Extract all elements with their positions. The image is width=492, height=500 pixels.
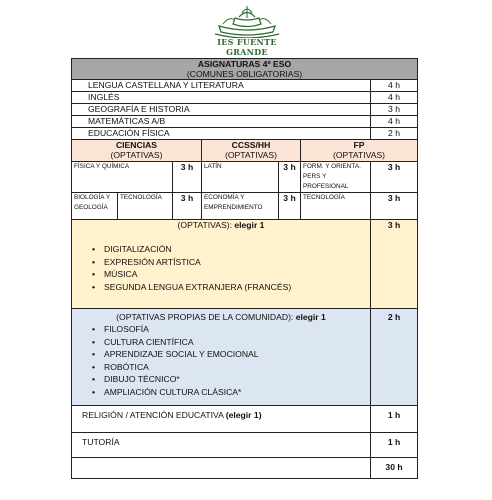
- optativas-list: [74, 243, 368, 293]
- fountain-logo-icon: [209, 4, 285, 38]
- subject-hours: 3 h: [371, 104, 418, 116]
- fp-hours: 3 h: [371, 193, 418, 220]
- propias-block: [72, 309, 418, 406]
- fp-hours: 3 h: [371, 162, 418, 193]
- table-row: [72, 128, 418, 140]
- table-title: ASIGNATURAS 4º ESO: [197, 59, 292, 69]
- track-fp-header: [301, 140, 418, 162]
- propias-title-text: (OPTATIVAS PROPIAS DE LA COMUNIDAD):: [116, 312, 296, 322]
- total-hours: 30 h: [371, 458, 418, 479]
- table-row: [72, 162, 418, 193]
- religion-label: RELIGIÓN / ATENCIÓN EDUCATIVA: [82, 410, 226, 420]
- optativas-choose: elegir 1: [234, 220, 265, 230]
- track-ciencias-header: [72, 140, 202, 162]
- subject-name: INGLÉS: [72, 92, 371, 104]
- list-item: • ROBÓTICA: [74, 361, 368, 374]
- total-row: [72, 458, 418, 479]
- ciencias-subject-2: TECNOLOGÍA: [118, 193, 173, 220]
- propias-title: [74, 312, 368, 323]
- subject-hours: 2 h: [371, 128, 418, 140]
- tutoria-hours: 1 h: [371, 433, 418, 458]
- religion-row: [72, 406, 418, 433]
- table-row: [72, 92, 418, 104]
- optativas-hours: 3 h: [371, 220, 418, 309]
- subject-hours: 4 h: [371, 116, 418, 128]
- ccss-hours: 3 h: [279, 162, 301, 193]
- table-subtitle: (COMUNES OBLIGATORIAS): [186, 69, 303, 79]
- track-sub: (OPTATIVAS): [333, 150, 386, 160]
- religion-hours: 1 h: [371, 406, 418, 433]
- subject-name: EDUCACIÓN FÍSICA: [72, 128, 371, 140]
- optativas-block: [72, 220, 418, 309]
- list-item: • AMPLIACIÓN CULTURA CLÁSICA*: [74, 386, 368, 399]
- ciencias-subject: BIOLOGÍA Y GEOLOGÍA: [72, 193, 118, 220]
- school-logo: [209, 4, 285, 57]
- fp-subject: TECNOLOGÍA: [301, 193, 371, 220]
- ciencias-hours: 3 h: [173, 162, 202, 193]
- logo-text: IES FUENTE GRANDE: [217, 37, 277, 57]
- list-item: • DIBUJO TÉCNICO*: [74, 373, 368, 386]
- ccss-subject: LATÍN: [202, 162, 279, 193]
- ccss-hours: 3 h: [279, 193, 301, 220]
- ccss-subject: ECONOMÍA Y EMPRENDIMIENTO: [202, 193, 279, 220]
- track-ccss-header: [202, 140, 301, 162]
- table-row: [72, 80, 418, 92]
- table-row: [72, 116, 418, 128]
- table-row: [72, 104, 418, 116]
- track-name: CIENCIAS: [115, 140, 158, 150]
- fp-subject: FORM. Y ORIENTA. PERS Y PROFESIONAL: [301, 162, 371, 193]
- list-item: • APRENDIZAJE SOCIAL Y EMOCIONAL: [74, 348, 368, 361]
- subject-name: LENGUA CASTELLANA Y LITERATURA: [72, 80, 371, 92]
- propias-hours: 2 h: [371, 309, 418, 406]
- subject-hours: 4 h: [371, 80, 418, 92]
- table-header: [72, 59, 418, 80]
- subject-name: MATEMÁTICAS A/B: [72, 116, 371, 128]
- ciencias-hours: 3 h: [173, 193, 202, 220]
- subjects-table: [71, 58, 418, 479]
- tutoria-row: [72, 433, 418, 458]
- list-item: • EXPRESIÓN ARTÍSTICA: [74, 256, 368, 269]
- list-item: • MÚSICA: [74, 268, 368, 281]
- optativas-title-text: (OPTATIVAS):: [177, 220, 235, 230]
- track-name: CCSS/HH: [231, 140, 271, 150]
- religion-choose: (elegir 1): [225, 410, 262, 420]
- optativas-title: [74, 220, 368, 231]
- propias-list: [74, 323, 368, 398]
- list-item: • CULTURA CIENTÍFICA: [74, 336, 368, 349]
- propias-choose: elegir 1: [295, 312, 326, 322]
- list-item: • FILOSOFÍA: [74, 323, 368, 336]
- list-item: • SEGUNDA LENGUA EXTRANJERA (FRANCÉS): [74, 281, 368, 294]
- track-headers: [72, 140, 418, 162]
- table-row: [72, 193, 418, 220]
- track-name: FP: [353, 140, 365, 150]
- ciencias-subject: FÍSICA Y QUÍMICA: [72, 162, 173, 193]
- track-sub: (OPTATIVAS): [110, 150, 163, 160]
- track-sub: (OPTATIVAS): [224, 150, 278, 160]
- subject-name: GEOGRAFÍA E HISTORIA: [72, 104, 371, 116]
- subject-hours: 4 h: [371, 92, 418, 104]
- tutoria-label: TUTORÍA: [72, 433, 371, 458]
- list-item: • DIGITALIZACIÓN: [74, 243, 368, 256]
